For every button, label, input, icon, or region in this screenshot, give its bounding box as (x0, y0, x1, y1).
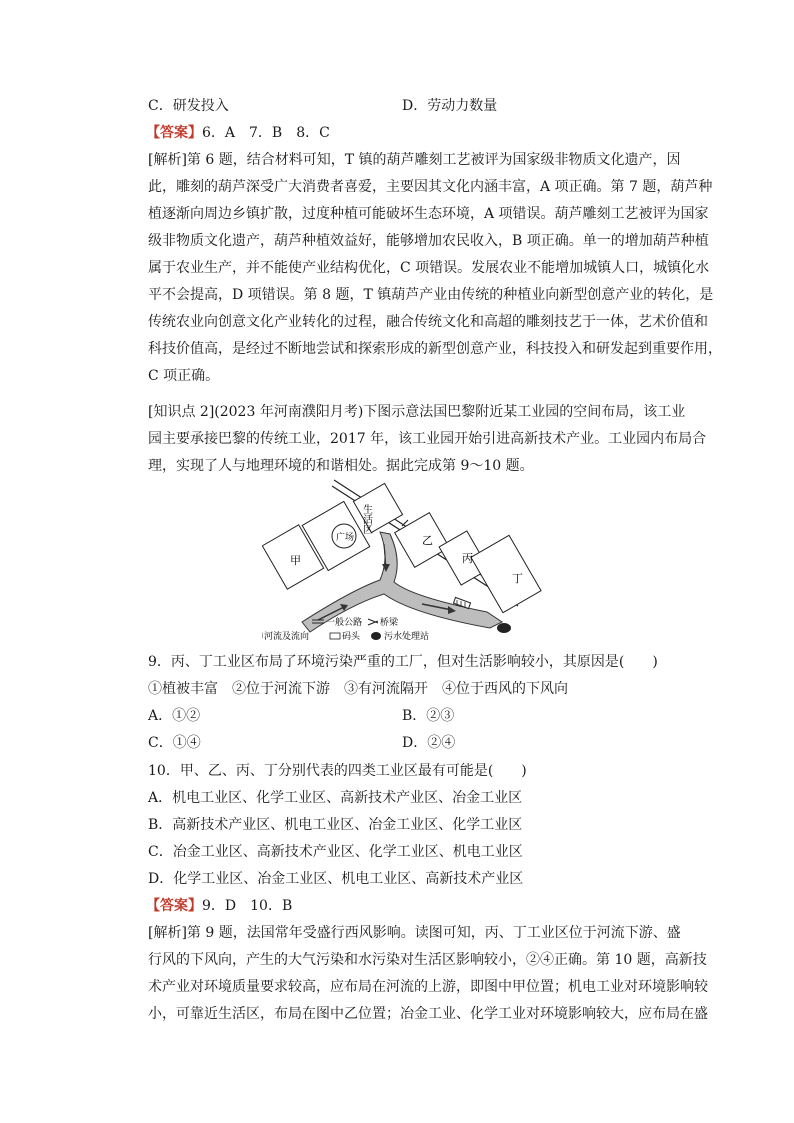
label-ding: 丁 (512, 572, 523, 585)
analysis1-line: C 项正确。 (148, 368, 220, 384)
analysis1-line: 平不会提高，D 项错误。第 8 题，T 镇葫芦产业由传统的种植业向新型创意产业的转化，是 (148, 287, 714, 303)
legend-road: 一般公路 (326, 618, 363, 628)
q9-option-d: D．②④ (402, 735, 456, 751)
legend-wharf: 码头 (342, 632, 361, 642)
analysis1-line: 属于农业生产，并不能使产业结构优化，C 项错误。发展农业不能增加城镇人口，城镇化水 (148, 260, 710, 276)
analysis2-line: 术产业对环境质量要求较高，应布局在河流的上游，即图中甲位置；机电工业对环境影响较 (148, 979, 708, 995)
label-living: 生活区 (360, 504, 372, 534)
label-bing: 丙 (462, 552, 473, 565)
analysis2-line: 行风的下风向，产生的大气污染和水污染对生活区影响较小，②④正确。第 10 题，高新技 (148, 952, 707, 968)
analysis2-line: 小，可靠近生活区，布局在图中乙位置；冶金工业、化学工业对环境影响较大，应布局在盛 (148, 1006, 708, 1022)
q10-option-b: B．高新技术产业区、机电工业区、冶金工业区、化学工业区 (148, 817, 523, 833)
q9-items: ①植被丰富 ②位于河流下游 ③有河流隔开 ④位于西风的下风向 (148, 681, 568, 697)
answer-tag: 【答案】 (146, 125, 202, 141)
answer-line-1 (146, 123, 330, 143)
q9-option-c: C．①④ (148, 735, 201, 751)
legend-sewage-swatch (371, 632, 381, 640)
label-jia: 甲 (290, 554, 301, 567)
answer-tag: 【答案】 (146, 898, 202, 914)
label-square: 广场 (336, 533, 355, 543)
q10-option-a: A．机电工业区、化学工业区、高新技术产业区、冶金工业区 (148, 790, 523, 806)
legend-bridge-swatch (368, 619, 378, 625)
legend-sewage: 污水处理站 (384, 632, 430, 642)
q9-stem: 9．丙、丁工业区布局了环境污染严重的工厂，但对生活影响较小，其原因是( ) (148, 654, 658, 670)
analysis1-line: 传统农业向创意文化产业转化的过程，融合传统文化和高超的雕刻技艺于一体，艺术价值和 (148, 314, 708, 330)
option-c-prev: C．研发投入 (148, 98, 229, 114)
answer-text: 9．D 10．B (202, 898, 293, 914)
answer-line-2 (146, 896, 292, 916)
analysis1-line: 植逐渐向周边乡镇扩散，过度种植可能破坏生态环境，A 项错误。葫芦雕刻工艺被评为国家 (148, 206, 709, 222)
legend-river: 河流及流向 (264, 632, 310, 642)
option-d-prev: D．劳动力数量 (402, 98, 498, 114)
analysis1-line: 级非物质文化遗产，葫芦种植效益好，能够增加农民收入，B 项正确。单一的增加葫芦种植 (148, 233, 709, 249)
legend-bridge: 桥梁 (380, 618, 399, 628)
industrial-park-map (262, 472, 562, 650)
intro-line: 园主要承接巴黎的传统工业，2017 年，该工业园开始引进高新技术产业。工业园内布局合 (148, 431, 707, 447)
q10-option-c: C．冶金工业区、高新技术产业区、化学工业区、机电工业区 (148, 844, 523, 860)
analysis1-line: [解析]第 6 题，结合材料可知，T 镇的葫芦雕刻工艺被评为国家级非物质文化遗产，因 (148, 152, 681, 168)
q9-option-b: B．②③ (402, 708, 455, 724)
q10-stem: 10．甲、乙、丙、丁分别代表的四类工业区最有可能是( ) (148, 763, 527, 779)
analysis1-line: 此，雕刻的葫芦深受广大消费者喜爱，主要因其文化内涵丰富，A 项正确。第 7 题，葫芦种 (148, 179, 713, 195)
q9-option-a: A．①② (148, 708, 201, 724)
intro-line: [知识点 2](2023 年河南濮阳月考)下图示意法国巴黎附近某工业园的空间布局，该工业 (148, 404, 686, 420)
answer-text: 6．A 7．B 8．C (202, 125, 330, 141)
analysis2-line: [解析]第 9 题，法国常年受盛行西风影响。读图可知，丙、丁工业区位于河流下游、盛 (148, 925, 681, 941)
legend-wharf-swatch (330, 633, 340, 639)
q10-option-d: D．化学工业区、冶金工业区、机电工业区、高新技术产业区 (148, 871, 524, 887)
sewage-station-icon (497, 623, 511, 633)
label-yi: 乙 (422, 534, 433, 547)
zone-ding-block (471, 535, 541, 612)
analysis1-line: 科技价值高，是经过不断地尝试和探索形成的新型创意产业，科技投入和研发起到重要作用， (148, 341, 722, 357)
intro-line: 理，实现了人与地理环境的和谐相处。据此完成第 9～10 题。 (148, 458, 534, 474)
